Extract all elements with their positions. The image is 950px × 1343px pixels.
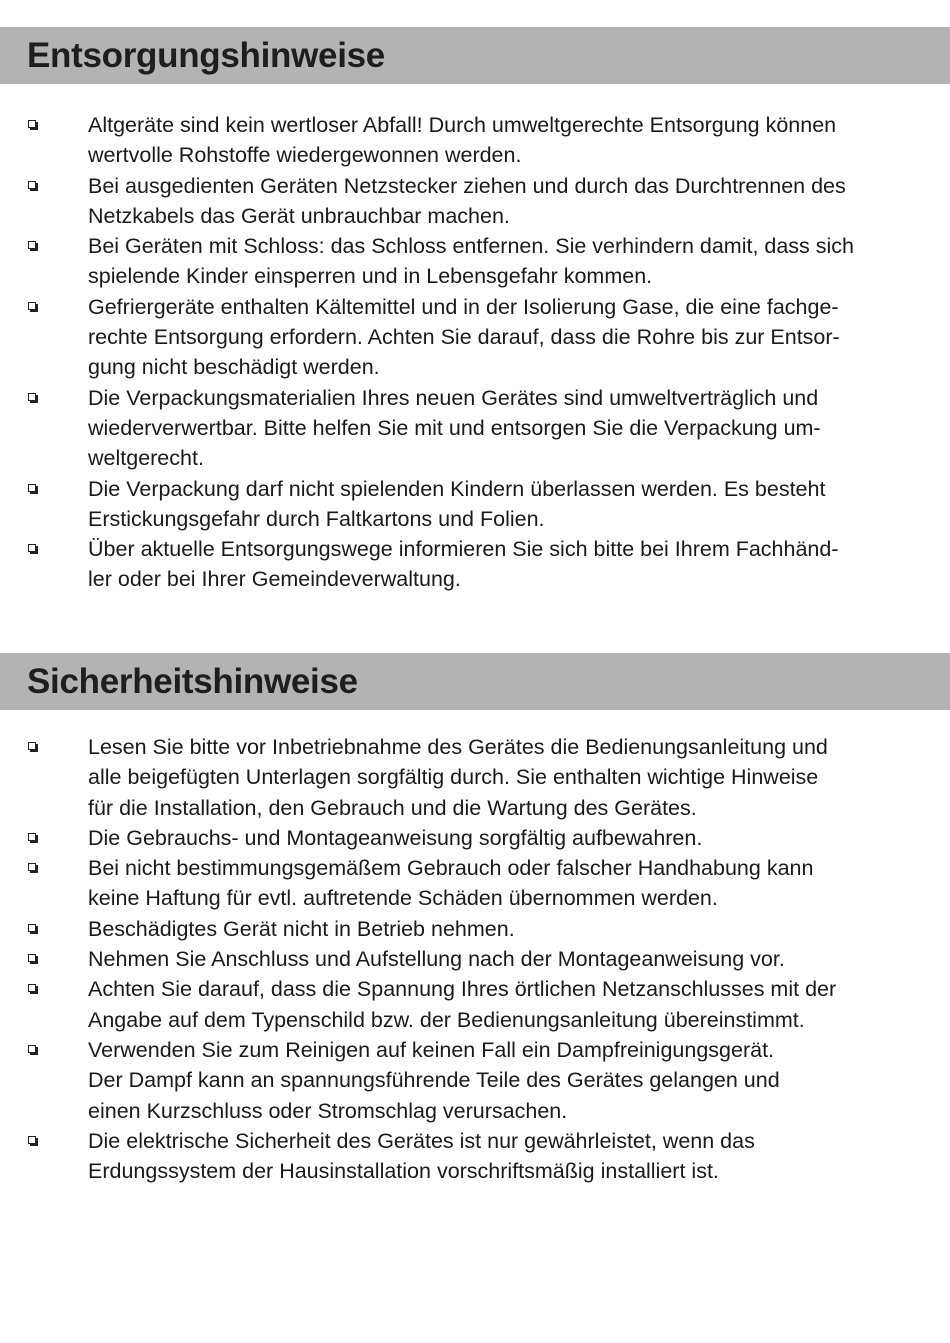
checkbox-bullet-icon xyxy=(28,833,36,841)
disposal-section xyxy=(0,27,950,595)
checkbox-bullet-icon xyxy=(28,954,36,962)
checkbox-bullet-icon xyxy=(28,181,36,189)
checkbox-bullet-icon xyxy=(28,544,36,552)
list-item-text: Altgeräte sind kein wertloser Abfall! Durch umweltgerechte Entsorgung können wertvolle Rohstoffe wiedergewonnen werden. xyxy=(88,113,837,168)
list-item xyxy=(0,732,950,823)
section-title: Entsorgungshinweise xyxy=(27,35,385,75)
list-item xyxy=(0,823,950,853)
checkbox-bullet-icon xyxy=(28,484,36,492)
list-item xyxy=(0,944,950,974)
list-item-text: Bei ausgedienten Geräten Netzstecker ziehen und durch das Durchtrennen des Netzkabels das Gerät unbrauchbar machen. xyxy=(88,173,846,228)
checkbox-bullet-icon xyxy=(28,984,36,992)
checkbox-bullet-icon xyxy=(28,924,36,932)
checkbox-bullet-icon xyxy=(28,863,36,871)
list-item xyxy=(0,292,950,383)
list-item xyxy=(0,474,950,535)
checkbox-bullet-icon xyxy=(28,1045,36,1053)
list-item xyxy=(0,914,950,944)
safety-section xyxy=(0,653,950,1186)
list-item-text: Nehmen Sie Anschluss und Aufstellung nach der Montageanweisung vor. xyxy=(88,947,785,972)
list-item xyxy=(0,853,950,914)
section-header xyxy=(0,27,950,84)
checkbox-bullet-icon xyxy=(28,302,36,310)
list-item xyxy=(0,974,950,1035)
list-item xyxy=(0,231,950,292)
checkbox-bullet-icon xyxy=(28,742,36,750)
list-item-text: Die elektrische Sicherheit des Gerätes ist nur gewährleistet, wenn das Erdungssystem der Hausinstallation vorschriftsmäßig installiert ist. xyxy=(88,1128,755,1184)
list-item xyxy=(0,1035,950,1126)
disposal-list xyxy=(0,110,950,595)
list-item-text: Die Gebrauchs- und Montageanweisung sorgfältig aufbewahren. xyxy=(88,825,703,850)
section-title: Sicherheitshinweise xyxy=(27,661,358,701)
list-item-text: Bei nicht bestimmungsgemäßem Gebrauch oder falscher Handhabung kann keine Haftung für evtl. auftretende Schäden übernommen werden. xyxy=(88,856,814,911)
list-item xyxy=(0,110,950,171)
list-item-text: Achten Sie darauf, dass die Spannung Ihres örtlichen Netzanschlusses mit der Angabe auf dem Typenschild bzw. der Bedienungsanleitung übereinstimmt. xyxy=(88,977,837,1032)
list-item-text: Die Verpackungsmaterialien Ihres neuen Gerätes sind umweltverträglich und wiederverwertbar. Bitte helfen Sie mit und entsorgen Sie die Verpackung um- weltgerecht. xyxy=(88,385,821,471)
list-item xyxy=(0,171,950,232)
list-item-text: Die Verpackung darf nicht spielenden Kindern überlassen werden. Es besteht Erstickungsgefahr durch Faltkartons und Folien. xyxy=(88,476,826,531)
list-item xyxy=(0,1126,950,1187)
checkbox-bullet-icon xyxy=(28,1136,36,1144)
safety-list xyxy=(0,732,950,1186)
list-item-text: Bei Geräten mit Schloss: das Schloss entfernen. Sie verhindern damit, dass sich spielende Kinder einsperren und in Lebensgefahr kommen. xyxy=(88,234,855,289)
list-item-text: Über aktuelle Entsorgungswege informieren Sie sich bitte bei Ihrem Fachhänd- ler oder bei Ihrer Gemeindeverwaltung. xyxy=(88,537,839,592)
list-item-text: Beschädigtes Gerät nicht in Betrieb nehmen. xyxy=(88,916,515,941)
section-header xyxy=(0,653,950,710)
checkbox-bullet-icon xyxy=(28,241,36,249)
checkbox-bullet-icon xyxy=(28,393,36,401)
list-item-text: Gefriergeräte enthalten Kältemittel und in der Isolierung Gase, die eine fachge- rechte Entsorgung erfordern. Achten Sie darauf, dass die Rohre bis zur Entsor- gung nicht beschädigt werden. xyxy=(88,294,840,380)
list-item-text: Lesen Sie bitte vor Inbetriebnahme des Gerätes die Bedienungsanleitung und alle beigefügten Unterlagen sorgfältig durch. Sie enthalten wichtige Hinweise für die Installation, den Gebrauch und die Wartung des Gerätes. xyxy=(88,735,828,820)
list-item xyxy=(0,383,950,474)
list-item-text: Verwenden Sie zum Reinigen auf keinen Fall ein Dampfreinigungsgerät. Der Dampf kann an spannungsführende Teile des Gerätes gelangen und einen Kurzschluss oder Stromschlag verursachen. xyxy=(88,1037,780,1123)
list-item xyxy=(0,534,950,595)
checkbox-bullet-icon xyxy=(28,120,36,128)
